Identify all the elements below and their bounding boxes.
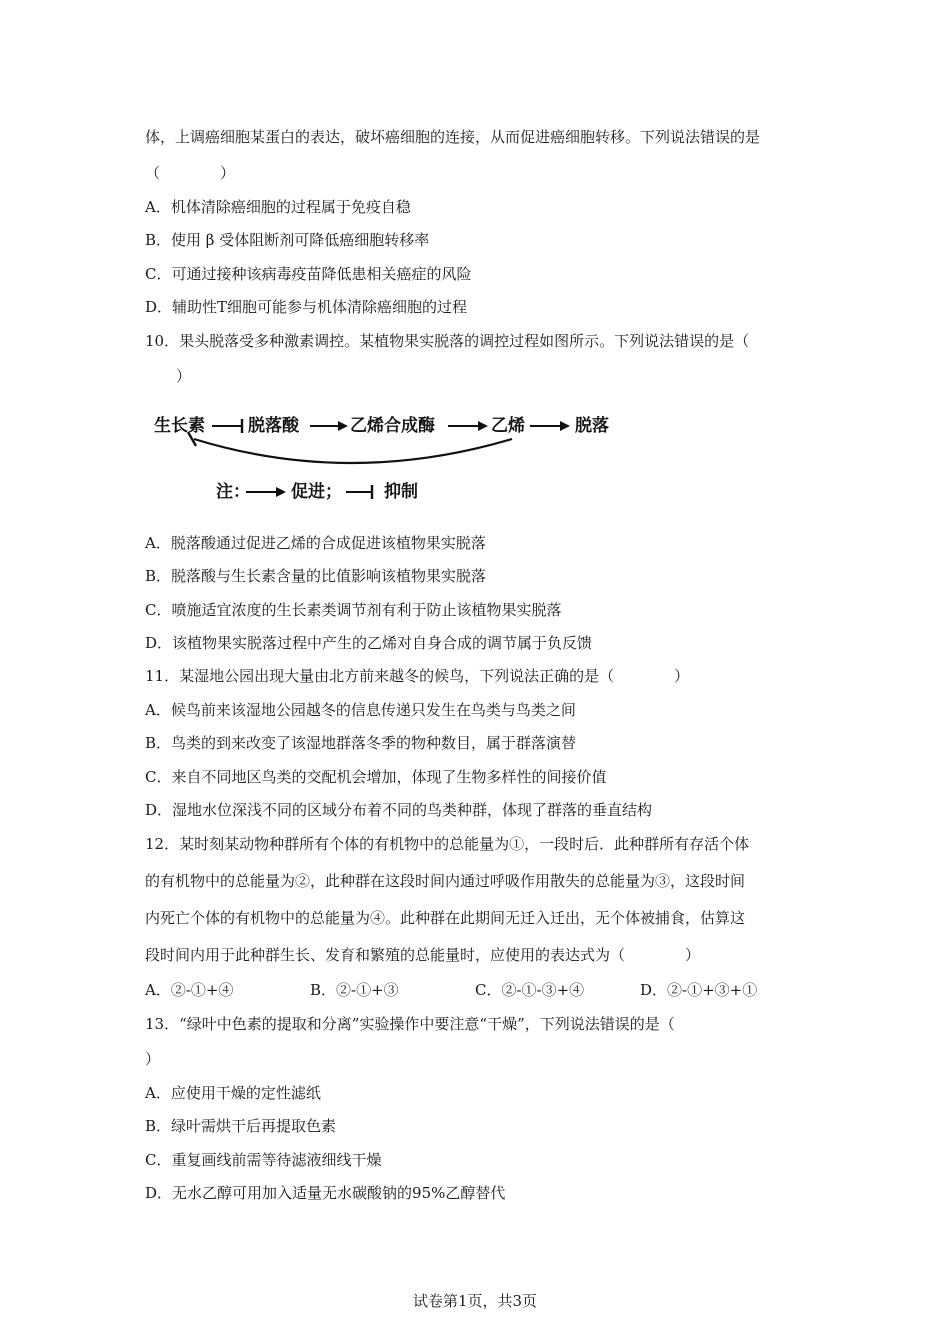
q13-option-c: C．重复画线前需等待滤液细线干燥 — [145, 1151, 382, 1169]
q12-option-c: C．②-①-③+④ — [475, 981, 585, 999]
q13-option-a: A．应使用干燥的定性滤纸 — [145, 1084, 321, 1102]
q11-option-d: D．湿地水位深浅不同的区域分布着不同的鸟类种群，体现了群落的垂直结构 — [145, 801, 653, 819]
arrowhead-ethylene-abscission — [560, 421, 570, 431]
q10-option-c: C．喷施适宜浓度的生长素类调节剂有利于防止该植物果实脱落 — [145, 601, 562, 619]
q13-option-b: B．绿叶需烘干后再提取色素 — [145, 1117, 337, 1135]
q11-option-c: C．来自不同地区鸟类的交配机会增加，体现了生物多样性的间接价值 — [145, 768, 607, 786]
q13-option-d: D．无水乙醇可用加入适量无水碳酸钠的95%乙醇替代 — [145, 1184, 506, 1202]
q12-stem-line-4: 段时间内用于此种群生长、发育和繁殖的总能量时，应使用的表达式为（ ） — [145, 946, 701, 964]
q12-option-b: B．②-①+③ — [310, 981, 399, 999]
q10-option-b: B．脱落酸与生长素含量的比值影响该植物果实脱落 — [145, 567, 487, 585]
node-ethylene: 乙烯 — [491, 416, 525, 436]
legend-note: 注： — [216, 482, 250, 502]
q10-option-a: A．脱落酸通过促进乙烯的合成促进该植物果实脱落 — [145, 534, 486, 552]
q9-option-a: A．机体清除癌细胞的过程属于免疫自稳 — [145, 198, 411, 216]
q12-stem-line-3: 内死亡个体的有机物中的总能量为④。此种群在此期间无迁入迁出，无个体被捕食，估算这 — [145, 909, 746, 927]
q12-option-d: D．②-①+③+① — [640, 981, 758, 999]
hormone-regulation-diagram — [150, 405, 630, 515]
node-abscission: 脱落 — [575, 416, 609, 436]
q12-stem-line-1: 12．某时刻某动物种群所有个体的有机物中的总能量为①，一段时后．此种群所有存活个体 — [145, 835, 750, 853]
node-ethylene-synthase: 乙烯合成酶 — [350, 416, 435, 436]
q10-stem: 10．果头脱落受多种激素调控。某植物果实脱落的调控过程如图所示。下列说法错误的是（ — [145, 332, 750, 350]
arrowhead-synthase-ethylene — [478, 421, 488, 431]
node-abscisic-acid: 脱落酸 — [248, 416, 299, 436]
q10-option-d: D．该植物果实脱落过程中产生的乙烯对自身合成的调节属于负反馈 — [145, 634, 593, 652]
arrowhead-aba-synthase — [338, 421, 348, 431]
q12-option-a: A．②-①+④ — [145, 981, 234, 999]
page-footer: 试卷第1页，共3页 — [412, 1292, 538, 1310]
legend-promote-label: 促进； — [291, 482, 342, 502]
node-auxin: 生长素 — [154, 416, 205, 436]
q10-paren-close: ） — [176, 367, 192, 385]
q9-answer-paren: （ ） — [145, 164, 236, 182]
inhibit-curve-ethylene-auxin — [194, 439, 512, 463]
q11-option-b: B．鸟类的到来改变了该湿地群落冬季的物种数目，属于群落演替 — [145, 734, 577, 752]
q11-stem: 11．某湿地公园出现大量由北方前来越冬的候鸟，下列说法正确的是（ ） — [145, 667, 690, 685]
q9-stem: 体，上调癌细胞某蛋白的表达，破坏癌细胞的连接，从而促进癌细胞转移。下列说法错误的是 — [145, 128, 761, 146]
q13-paren-close: ） — [145, 1050, 161, 1068]
legend-inhibit-label: 抑制 — [384, 482, 418, 502]
legend-promote-arrowhead — [276, 487, 286, 497]
q9-option-b: B．使用 β 受体阻断剂可降低癌细胞转移率 — [145, 231, 430, 249]
q9-option-d: D．辅助性T细胞可能参与机体清除癌细胞的过程 — [145, 298, 468, 316]
q11-option-a: A．候鸟前来该湿地公园越冬的信息传递只发生在鸟类与鸟类之间 — [145, 701, 576, 719]
q13-stem: 13．“绿叶中色素的提取和分离”实验操作中要注意“干燥”，下列说法错误的是（ — [145, 1015, 675, 1033]
q9-option-c: C．可通过接种该病毒疫苗降低患相关癌症的风险 — [145, 265, 472, 283]
q12-stem-line-2: 的有机物中的总能量为②，此种群在这段时间内通过呼吸作用散失的总能量为③，这段时间 — [145, 872, 746, 890]
